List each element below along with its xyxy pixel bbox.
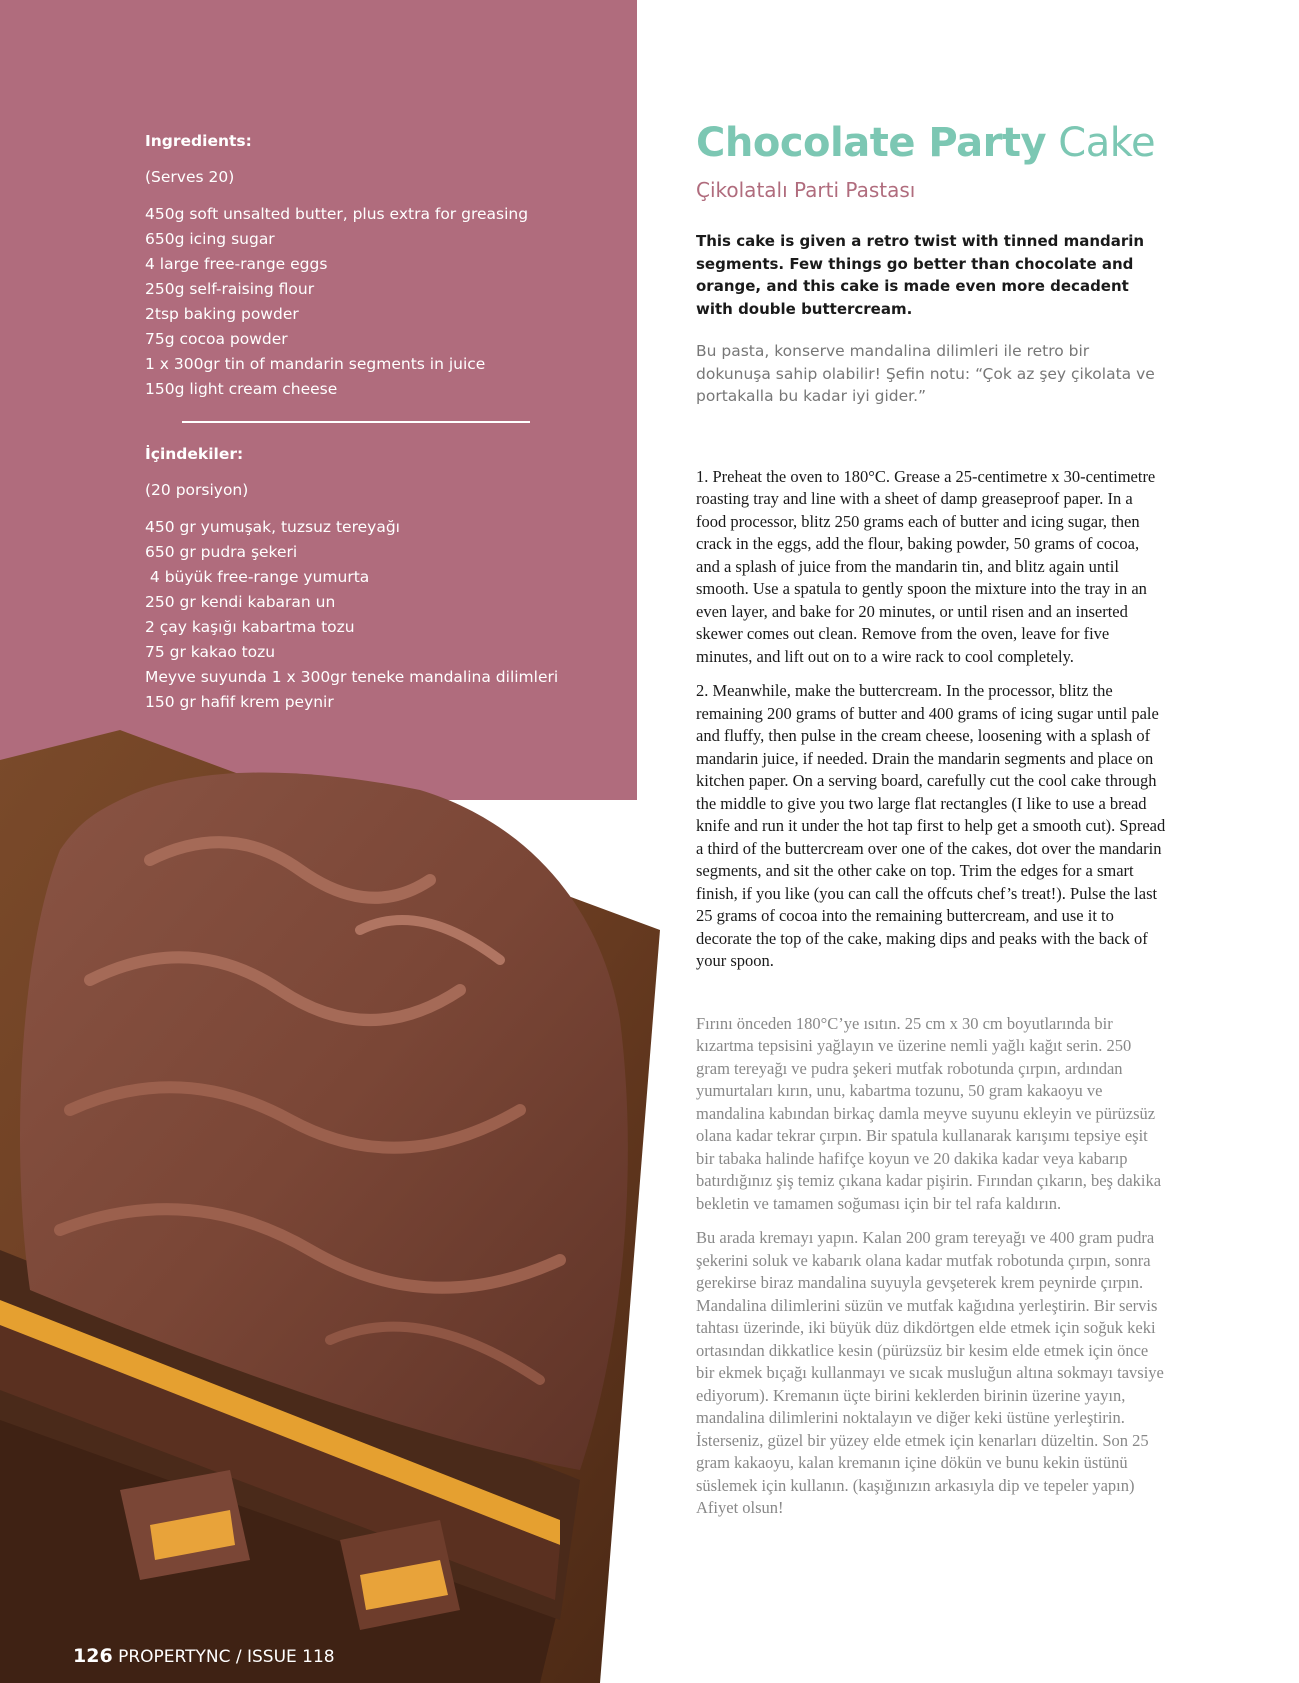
list-item: 150g light cream cheese xyxy=(145,380,338,398)
list-item: 4 büyük free-range yumurta xyxy=(145,568,370,586)
list-item: Meyve suyunda 1 x 300gr teneke mandalina dilimleri xyxy=(145,668,559,686)
page-number: 126 xyxy=(73,1645,113,1667)
divider xyxy=(182,421,530,423)
intro-en: This cake is given a retro twist with tinned mandarin segments. Few things go better than chocolate and orange, and this cake is made even more decadent with double buttercream. xyxy=(696,232,1145,318)
ingredients-heading-en: Ingredients: xyxy=(145,132,252,150)
intro-tr: Bu pasta, konserve mandalina dilimleri ile retro bir dokunuşa sahip olabilir! Şefin notu: “Çok az şey çikolata ve portakalla bu kadar iyi gider.” xyxy=(696,342,1155,405)
list-item: 4 large free-range eggs xyxy=(145,255,328,273)
serves-tr: (20 porsiyon) xyxy=(145,481,249,499)
list-item: 650g icing sugar xyxy=(145,230,275,248)
ingredients-items-tr xyxy=(145,515,625,715)
step-2-en: 2. Meanwhile, make the buttercream. In the processor, blitz the remaining 200 grams of butter and 400 grams of icing sugar until pale and fluffy, then pulse in the cream cheese, loosening with a splash of mandarin juice, if needed. Drain the mandarin segments and place on kitchen paper. On a serving board, carefully cut the cool cake through the middle to give you two large flat rectangles (I like to use a bread knife and run it under the hot tap first to help get a smooth cut). Spread a third of the buttercream over one of the cakes, dot over the mandarin segments, and sit the other cake on top. Trim the edges for a smart finish, if you like (you can call the offcuts chef’s treat!). Pulse the last 25 grams of cocoa into the remaining buttercream, and use it to decorate the top of the cake, making dips and peaks with the back of your spoon. xyxy=(696,681,1166,970)
list-item: 450g soft unsalted butter, plus extra for greasing xyxy=(145,205,529,223)
ingredients-heading-tr: İçindekiler: xyxy=(145,445,244,463)
step-1-tr: Fırını önceden 180°C’ye ısıtın. 25 cm x 30 cm boyutlarında bir kızartma tepsisini yağlayın ve üzerine nemli yağlı kağıt serin. 250 gram tereyağı ve pudra şekeri mutfak robotunda çırpın, ardından yumurtaları kırın, unu, kabartma tozunu, 50 gram kakaoyu ve mandalina kabından birkaç damla meyve suyunu ekleyin ve pürüzsüz olana kadar tekrar çırpın. Bir spatula kullanarak karışımı tepsiye eşit bir tabaka halinde hafifçe koyun ve 20 dakika kadar veya kabarıp batırdığınız şiş temiz çıkana kadar pişirin. Fırından çıkarın, beş dakika bekletin ve tamamen soğuması için bir tel rafa kaldırın. xyxy=(696,1013,1162,1213)
recipe-column xyxy=(696,120,1166,1520)
list-item: 650 gr pudra şekeri xyxy=(145,543,298,561)
list-item: 250g self-raising flour xyxy=(145,280,315,298)
ingredients-list xyxy=(145,132,625,715)
list-item: 450 gr yumuşak, tuzsuz tereyağı xyxy=(145,518,400,536)
serves-en: (Serves 20) xyxy=(145,168,235,186)
ingredients-items-en xyxy=(145,202,625,402)
list-item: 250 gr kendi kabaran un xyxy=(145,593,336,611)
list-item: 75 gr kakao tozu xyxy=(145,643,276,661)
page-footer xyxy=(73,1645,335,1667)
list-item: 150 gr hafif krem peynir xyxy=(145,693,334,711)
page-title xyxy=(696,120,1166,166)
list-item: 1 x 300gr tin of mandarin segments in juice xyxy=(145,355,486,373)
title-light: Cake xyxy=(1046,120,1156,166)
step-2-tr: Bu arada kremayı yapın. Kalan 200 gram tereyağı ve 400 gram pudra şekerini soluk ve kabarık olana kadar mutfak robotunda çırpın, sonra gerekirse biraz mandalina suyuyla gevşeterek krem peynirde çırpın. Mandalina dilimlerini süzün ve mutfak kağıdına yerleştirin. Bir servis tahtası üzerinde, iki büyük düz dikdörtgen elde etmek için soğuk keki ortasından dikkatlice kesin (pürüzsüz bir kesim elde etmek için önce bir ekmek bıçağı kullanmayı ve sıcak musluğun altına sokmayı tavsiye ediyorum). Kremanın üçte birini keklerden birinin üzerine yayın, mandalina dilimlerini noktalayın ve diğer keki üstüne yerleştirin. İsterseniz, güzel bir yüzey elde etmek için kenarları düzeltin. Son 25 gram kakaoyu, kalan kremanın içine dökün ve bunu kekin üstünü süslemek için kullanın. (kaşığınızın arkasıyla dip ve tepeler yapın) Afiyet olsun! xyxy=(696,1228,1164,1517)
list-item: 2 çay kaşığı kabartma tozu xyxy=(145,618,355,636)
title-bold: Chocolate Party xyxy=(696,120,1047,166)
list-item: 75g cocoa powder xyxy=(145,330,288,348)
magazine-issue: PROPERTYNC / ISSUE 118 xyxy=(112,1647,335,1667)
page-subtitle: Çikolatalı Parti Pastası xyxy=(696,178,916,202)
step-1-en: 1. Preheat the oven to 180°C. Grease a 25-centimetre x 30-centimetre roasting tray and line with a sheet of damp greaseproof paper. In a food processor, blitz 250 grams each of butter and icing sugar, then crack in the eggs, add the flour, baking powder, 50 grams of cocoa, and a splash of juice from the mandarin tin, and blitz again until smooth. Use a spatula to gently spoon the mixture into the tray in an even layer, and bake for 20 minutes, or until risen and an inserted skewer comes out clean. Remove from the oven, leave for five minutes, and lift out on to a wire rack to cool completely. xyxy=(696,466,1156,666)
list-item: 2tsp baking powder xyxy=(145,305,299,323)
